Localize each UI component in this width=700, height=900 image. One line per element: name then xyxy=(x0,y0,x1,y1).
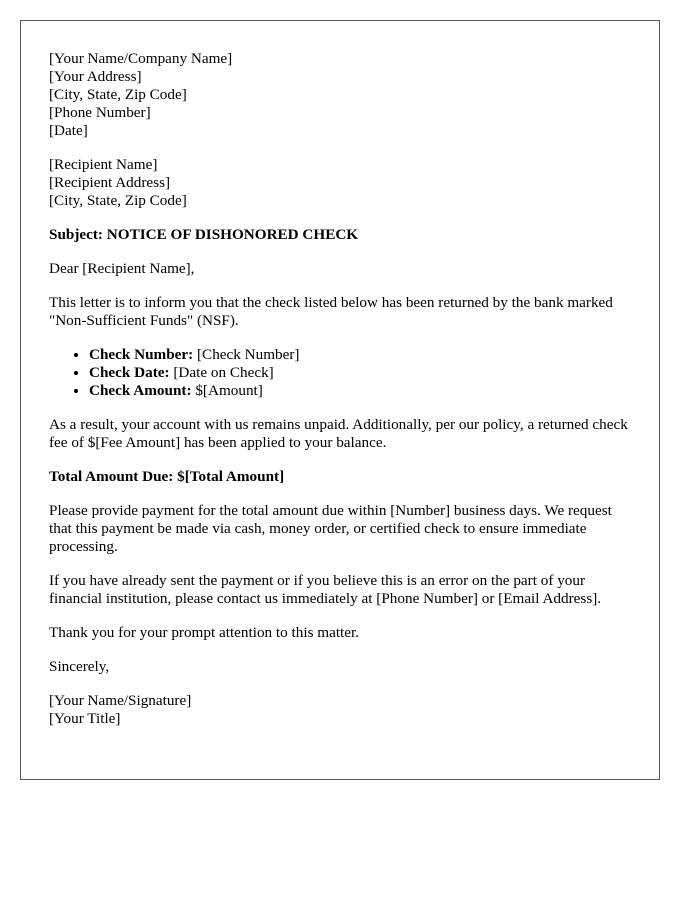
letter-date: [Date] xyxy=(49,122,88,139)
intro-paragraph: This letter is to inform you that the check listed below has been returned by the bank marked "Non-Sufficient Funds" (NSF). xyxy=(49,294,613,329)
recipient-address-block xyxy=(49,156,631,210)
letter-page xyxy=(20,20,660,780)
recipient-address: [Recipient Address] xyxy=(49,174,171,191)
recipient-name: [Recipient Name] xyxy=(49,156,158,173)
sender-name: [Your Name/Company Name] xyxy=(49,50,233,67)
signature-block xyxy=(49,692,631,728)
thanks-paragraph: Thank you for your prompt attention to this matter. xyxy=(49,624,360,641)
closing: Sincerely, xyxy=(49,658,110,675)
check-date-item xyxy=(89,364,631,382)
contact-paragraph: If you have already sent the payment or if you believe this is an error on the part of your financial institution, please contact us immediately at [Phone Number] or [Email Address]. xyxy=(49,572,602,607)
check-number-label: Check Number: xyxy=(89,346,194,363)
check-date-value: [Date on Check] xyxy=(169,364,274,381)
signature-name: [Your Name/Signature] xyxy=(49,692,192,709)
check-number-value: [Check Number] xyxy=(193,346,300,363)
subject-line: Subject: NOTICE OF DISHONORED CHECK xyxy=(49,226,359,243)
check-number-item xyxy=(89,346,631,364)
recipient-city-state-zip: [City, State, Zip Code] xyxy=(49,192,187,209)
check-amount-value: $[Amount] xyxy=(191,382,263,399)
sender-address-block xyxy=(49,50,631,140)
sender-city-state-zip: [City, State, Zip Code] xyxy=(49,86,187,103)
sender-phone: [Phone Number] xyxy=(49,104,151,121)
check-amount-label: Check Amount: xyxy=(89,382,192,399)
check-amount-item xyxy=(89,382,631,400)
sender-address: [Your Address] xyxy=(49,68,142,85)
check-date-label: Check Date: xyxy=(89,364,170,381)
payment-paragraph: Please provide payment for the total amount due within [Number] business days. We request that this payment be made via cash, money order, or certified check to ensure immediate processing. xyxy=(49,502,612,555)
signature-title: [Your Title] xyxy=(49,710,121,727)
result-paragraph: As a result, your account with us remains unpaid. Additionally, per our policy, a returned check fee of $[Fee Amount] has been applied to your balance. xyxy=(49,416,628,451)
total-amount-due: Total Amount Due: $[Total Amount] xyxy=(49,468,285,485)
salutation: Dear [Recipient Name], xyxy=(49,260,195,277)
check-details-list xyxy=(49,346,631,400)
